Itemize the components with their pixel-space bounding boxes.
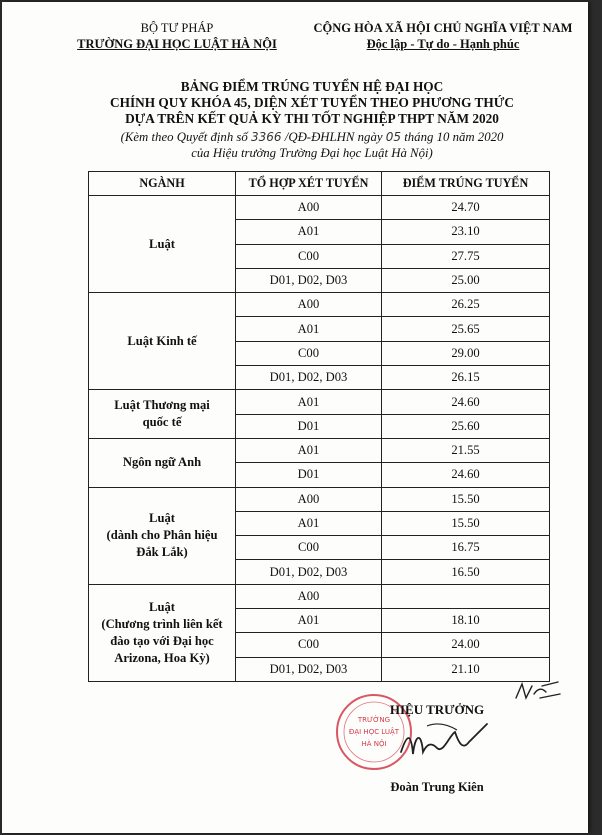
combination-cell: D01, D02, D03 — [236, 560, 382, 584]
major-name-cell — [89, 487, 236, 584]
decision-number: 3366 — [251, 130, 282, 144]
document-title — [62, 79, 562, 128]
university-name: TRƯỜNG ĐẠI HỌC LUẬT HÀ NỘI — [77, 37, 277, 51]
score-cell: 25.00 — [382, 268, 550, 292]
principal-title: HIỆU TRƯỞNG — [389, 702, 485, 717]
major-name-cell — [89, 438, 236, 487]
national-motto: Độc lập - Tự do - Hạnh phúc — [366, 37, 520, 51]
table-row — [89, 293, 550, 317]
combination-cell: A01 — [236, 390, 382, 414]
handwritten-signature — [397, 714, 492, 769]
combination-cell: D01, D02, D03 — [236, 657, 382, 681]
major-name-line: Luật — [149, 236, 175, 251]
score-cell: 16.75 — [382, 536, 550, 560]
major-name-cell — [89, 390, 236, 439]
title-line-1: BẢNG ĐIỂM TRÚNG TUYỂN HỆ ĐẠI HỌC — [180, 79, 444, 94]
major-name-line: Arizona, Hoa Kỳ) — [114, 650, 210, 665]
decision-mid: /QĐ-ĐHLHN ngày — [284, 130, 383, 144]
score-cell: 29.00 — [382, 341, 550, 365]
combination-cell: C00 — [236, 341, 382, 365]
major-name-cell — [89, 196, 236, 293]
score-cell: 15.50 — [382, 511, 550, 535]
initials-mark — [512, 680, 562, 704]
table-row — [89, 196, 550, 220]
country-name: CỘNG HÒA XÃ HỘI CHỦ NGHĨA VIỆT NAM — [313, 21, 573, 35]
header-major: NGÀNH — [89, 172, 236, 196]
combination-cell: A00 — [236, 487, 382, 511]
decision-line — [62, 129, 562, 145]
table-row — [89, 438, 550, 462]
major-name-line: (dành cho Phân hiệu — [106, 528, 218, 543]
stamp-line-2: ĐẠI HỌC LUẬT — [348, 728, 400, 736]
title-line-2: CHÍNH QUY KHÓA 45, DIỆN XÉT TUYỂN THEO PHƯƠNG THỨC — [110, 95, 514, 111]
score-cell: 24.00 — [382, 633, 550, 657]
table-row — [89, 584, 550, 608]
major-name-cell — [89, 584, 236, 681]
major-name-line: Luật Thương mại — [114, 398, 210, 413]
decision-issuer: của Hiệu trưởng Trường Đại học Luật Hà Nội) — [191, 146, 433, 160]
major-name-line: Đắk Lắk) — [136, 545, 188, 560]
score-cell: 25.60 — [382, 414, 550, 438]
major-name-cell — [89, 293, 236, 390]
major-name-line: quốc tế — [142, 415, 182, 430]
score-cell: 24.70 — [382, 196, 550, 220]
major-name-line: Ngôn ngữ Anh — [122, 455, 202, 470]
combination-cell: C00 — [236, 536, 382, 560]
combination-cell: A01 — [236, 317, 382, 341]
stamp-line-3: HÀ NỘI — [361, 740, 387, 748]
combination-cell: D01, D02, D03 — [236, 268, 382, 292]
signer-name: Đoàn Trung Kiên — [390, 780, 484, 794]
score-cell: 21.55 — [382, 438, 550, 462]
major-name-line: Luật — [149, 599, 175, 614]
document-page — [2, 2, 588, 833]
major-name-line: Luật Kinh tế — [127, 333, 197, 348]
title-line-3: DỰA TRÊN KẾT QUẢ KỲ THI TỐT NGHIỆP THPT NĂM 2020 — [125, 111, 499, 127]
combination-cell: D01 — [236, 463, 382, 487]
header-score: ĐIỂM TRÚNG TUYỂN — [382, 172, 550, 196]
major-name-line: đào tạo với Đại học — [110, 633, 214, 648]
decision-suffix: tháng 10 năm 2020 — [404, 130, 504, 144]
stamp-line-1: TRƯỜNG — [357, 716, 391, 724]
admission-scores-table — [88, 171, 550, 682]
combination-cell: C00 — [236, 244, 382, 268]
table-header-row — [89, 172, 550, 196]
table-row — [89, 390, 550, 414]
score-cell: 26.25 — [382, 293, 550, 317]
table-row — [89, 487, 550, 511]
combination-cell: C00 — [236, 633, 382, 657]
decision-reference — [62, 129, 562, 161]
header-combination: TỔ HỢP XÉT TUYỂN — [236, 172, 382, 196]
combination-cell: D01, D02, D03 — [236, 366, 382, 390]
combination-cell: A01 — [236, 511, 382, 535]
major-name-line: Luật — [149, 511, 175, 526]
combination-cell: A01 — [236, 438, 382, 462]
header-left — [62, 20, 292, 52]
score-cell — [382, 584, 550, 608]
combination-cell: A00 — [236, 196, 382, 220]
score-cell: 16.50 — [382, 560, 550, 584]
ministry-name: BỘ TƯ PHÁP — [140, 21, 214, 35]
combination-cell: A01 — [236, 609, 382, 633]
combination-cell: A01 — [236, 220, 382, 244]
decision-prefix: (Kèm theo Quyết định số — [120, 130, 248, 144]
combination-cell: D01 — [236, 414, 382, 438]
score-cell: 23.10 — [382, 220, 550, 244]
combination-cell: A00 — [236, 293, 382, 317]
score-cell: 18.10 — [382, 609, 550, 633]
score-cell: 15.50 — [382, 487, 550, 511]
header-right — [298, 20, 588, 52]
score-cell: 25.65 — [382, 317, 550, 341]
score-cell: 24.60 — [382, 390, 550, 414]
score-cell: 26.15 — [382, 366, 550, 390]
decision-day: 05 — [385, 130, 402, 144]
score-cell: 21.10 — [382, 657, 550, 681]
score-cell: 27.75 — [382, 244, 550, 268]
major-name-line: (Chương trình liên kết — [101, 616, 223, 631]
score-cell: 24.60 — [382, 463, 550, 487]
combination-cell: A00 — [236, 584, 382, 608]
